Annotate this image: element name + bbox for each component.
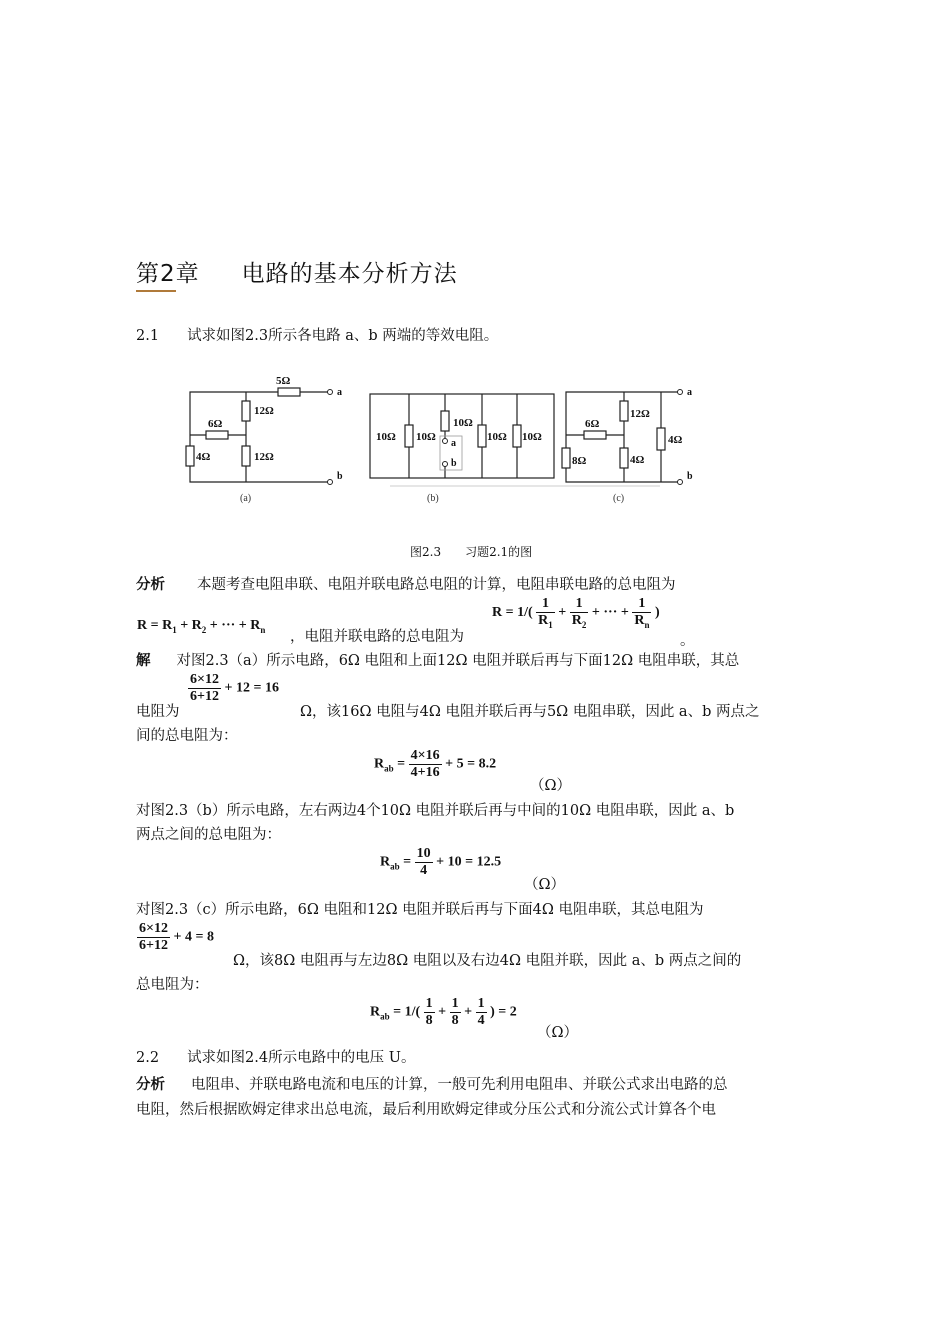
unit-b: （Ω） xyxy=(524,877,566,893)
solution-label: 解 xyxy=(136,652,151,669)
terminal-a-label: a xyxy=(337,387,342,398)
terminal-c-b-label: b xyxy=(687,471,693,482)
label-b-10ohm-4: 10Ω xyxy=(487,431,507,443)
label-c-8ohm: 8Ω xyxy=(572,455,587,467)
formula-a-inner: $\frac{6\times 12}{6+12}$ + 12 = 16 xyxy=(190,672,279,704)
label-a-6ohm: 6Ω xyxy=(208,418,223,430)
label-b-10ohm-mid: 10Ω xyxy=(453,417,473,429)
problem-2-2-analysis-label: 分析 xyxy=(136,1076,165,1093)
terminal-b-label: b xyxy=(337,471,343,482)
chapter-title: 电路的基本分析方法 xyxy=(241,261,458,287)
chapter-heading xyxy=(136,255,458,288)
solution-c-text2: Ω，该8Ω 电阻再与左边8Ω 电阻以及右边4Ω 电阻并联，因此 a、b 两点之间的 xyxy=(233,953,742,969)
analysis-end: 。 xyxy=(680,633,695,649)
subfig-b-label: (b) xyxy=(427,493,439,504)
circuit-a xyxy=(186,388,330,482)
terminal-b-a-label: a xyxy=(451,438,456,449)
solution-c-text1: 对图2.3（c）所示电路，6Ω 电阻和12Ω 电阻并联后再与下面4Ω 电阻串联，其总电阻为 xyxy=(136,902,704,918)
label-b-10ohm-1: 10Ω xyxy=(376,431,396,443)
terminal-c-a-label: a xyxy=(687,387,692,398)
problem-2-2-number: 2.2 xyxy=(136,1050,160,1066)
label-c-12ohm: 12Ω xyxy=(630,408,650,420)
figure-caption: 图2.3 习题2.1的图 xyxy=(410,545,533,559)
label-c-4ohm-right: 4Ω xyxy=(668,434,683,446)
formula-c-total: $R_{ab} = 1/$( $\frac{1}{8}$ + $\frac{1}{8}$ + $\frac{1}{4}$ ) = 2 xyxy=(370,996,517,1028)
formula-c-inner: $\frac{6\times 12}{6+12}$ + 4 = 8 xyxy=(139,921,214,953)
solution-a-line1 xyxy=(136,650,739,672)
label-c-4ohm-bottom: 4Ω xyxy=(630,454,645,466)
heading-underline xyxy=(136,290,176,292)
analysis-label: 分析 xyxy=(136,576,165,593)
problem-question: 试求如图2.3所示各电路 a、b 两端的等效电阻。 xyxy=(187,328,499,344)
label-a-5ohm: 5Ω xyxy=(276,375,291,387)
solution-a-text3: 间的总电阻为： xyxy=(136,728,238,744)
problem-2-2-analysis-text2: 电阻，然后根据欧姆定律求出总电流，最后利用欧姆定律或分压公式和分流公式计算各个电 xyxy=(136,1102,716,1118)
analysis-text: 本题考查电阻串联、电阻并联电路总电阻的计算，电阻串联电路的总电阻为 xyxy=(197,577,676,593)
chapter-number: 第2章 xyxy=(136,261,200,287)
solution-a-text1: 对图2.3（a）所示电路，6Ω 电阻和上面12Ω 电阻并联后再与下面12Ω 电阻串联，其总 xyxy=(176,653,740,669)
problem-2-1-line xyxy=(136,325,498,347)
unit-a: （Ω） xyxy=(530,778,572,794)
formula-parallel: R = 1/( $\frac{1}{R_1}$ + $\frac{1}{R_2}$ + ··· + $\frac{1}{R_n}$ ) xyxy=(492,596,660,630)
solution-a-text2-post: Ω，该16Ω 电阻与4Ω 电阻并联后再与5Ω 电阻串联，因此 a、b 两点之 xyxy=(300,704,760,720)
circuit-c xyxy=(562,392,680,482)
label-a-12ohm-top: 12Ω xyxy=(254,405,274,417)
formula-series: $R = R_1 + R_2$ + ··· + $R_n$ xyxy=(137,618,266,635)
unit-c: （Ω） xyxy=(537,1025,579,1041)
problem-number: 2.1 xyxy=(136,328,160,344)
solution-a-text2-pre: 电阻为 xyxy=(136,704,180,720)
analysis-mid: ，电阻并联电路的总电阻为 xyxy=(290,629,464,645)
formula-a-total: $R_{ab}$ = $\frac{4\times 16}{4+16}$ + 5 = 8.2 xyxy=(374,748,497,780)
label-b-10ohm-2: 10Ω xyxy=(416,431,436,443)
label-b-10ohm-5: 10Ω xyxy=(522,431,542,443)
label-a-12ohm-bottom: 12Ω xyxy=(254,451,274,463)
figure-2-3 xyxy=(180,368,710,508)
label-c-6ohm: 6Ω xyxy=(585,418,600,430)
solution-b-text1: 对图2.3（b）所示电路，左右两边4个10Ω 电阻并联后再与中间的10Ω 电阻串联，因此 a、b xyxy=(136,803,735,819)
solution-b-text2: 两点之间的总电阻为： xyxy=(136,827,281,843)
solution-c-text3: 总电阻为： xyxy=(136,977,209,993)
problem-2-2-analysis-text1: 电阻串、并联电路电流和电压的计算，一般可先利用电阻串、并联公式求出电路的总 xyxy=(191,1077,728,1093)
problem-2-2-question: 试求如图2.4所示电路中的电压 U。 xyxy=(187,1050,416,1066)
formula-b-total: $R_{ab}$ = $\frac{10}{4}$ + 10 = 12.5 xyxy=(380,846,502,878)
problem-2-2-line xyxy=(136,1047,415,1069)
label-a-4ohm: 4Ω xyxy=(196,451,211,463)
subfig-a-label: (a) xyxy=(240,493,252,504)
subfig-c-label: (c) xyxy=(613,493,625,504)
problem-2-2-analysis-line1 xyxy=(136,1074,728,1096)
analysis-line xyxy=(136,574,676,596)
terminal-b-b-label: b xyxy=(451,458,457,469)
